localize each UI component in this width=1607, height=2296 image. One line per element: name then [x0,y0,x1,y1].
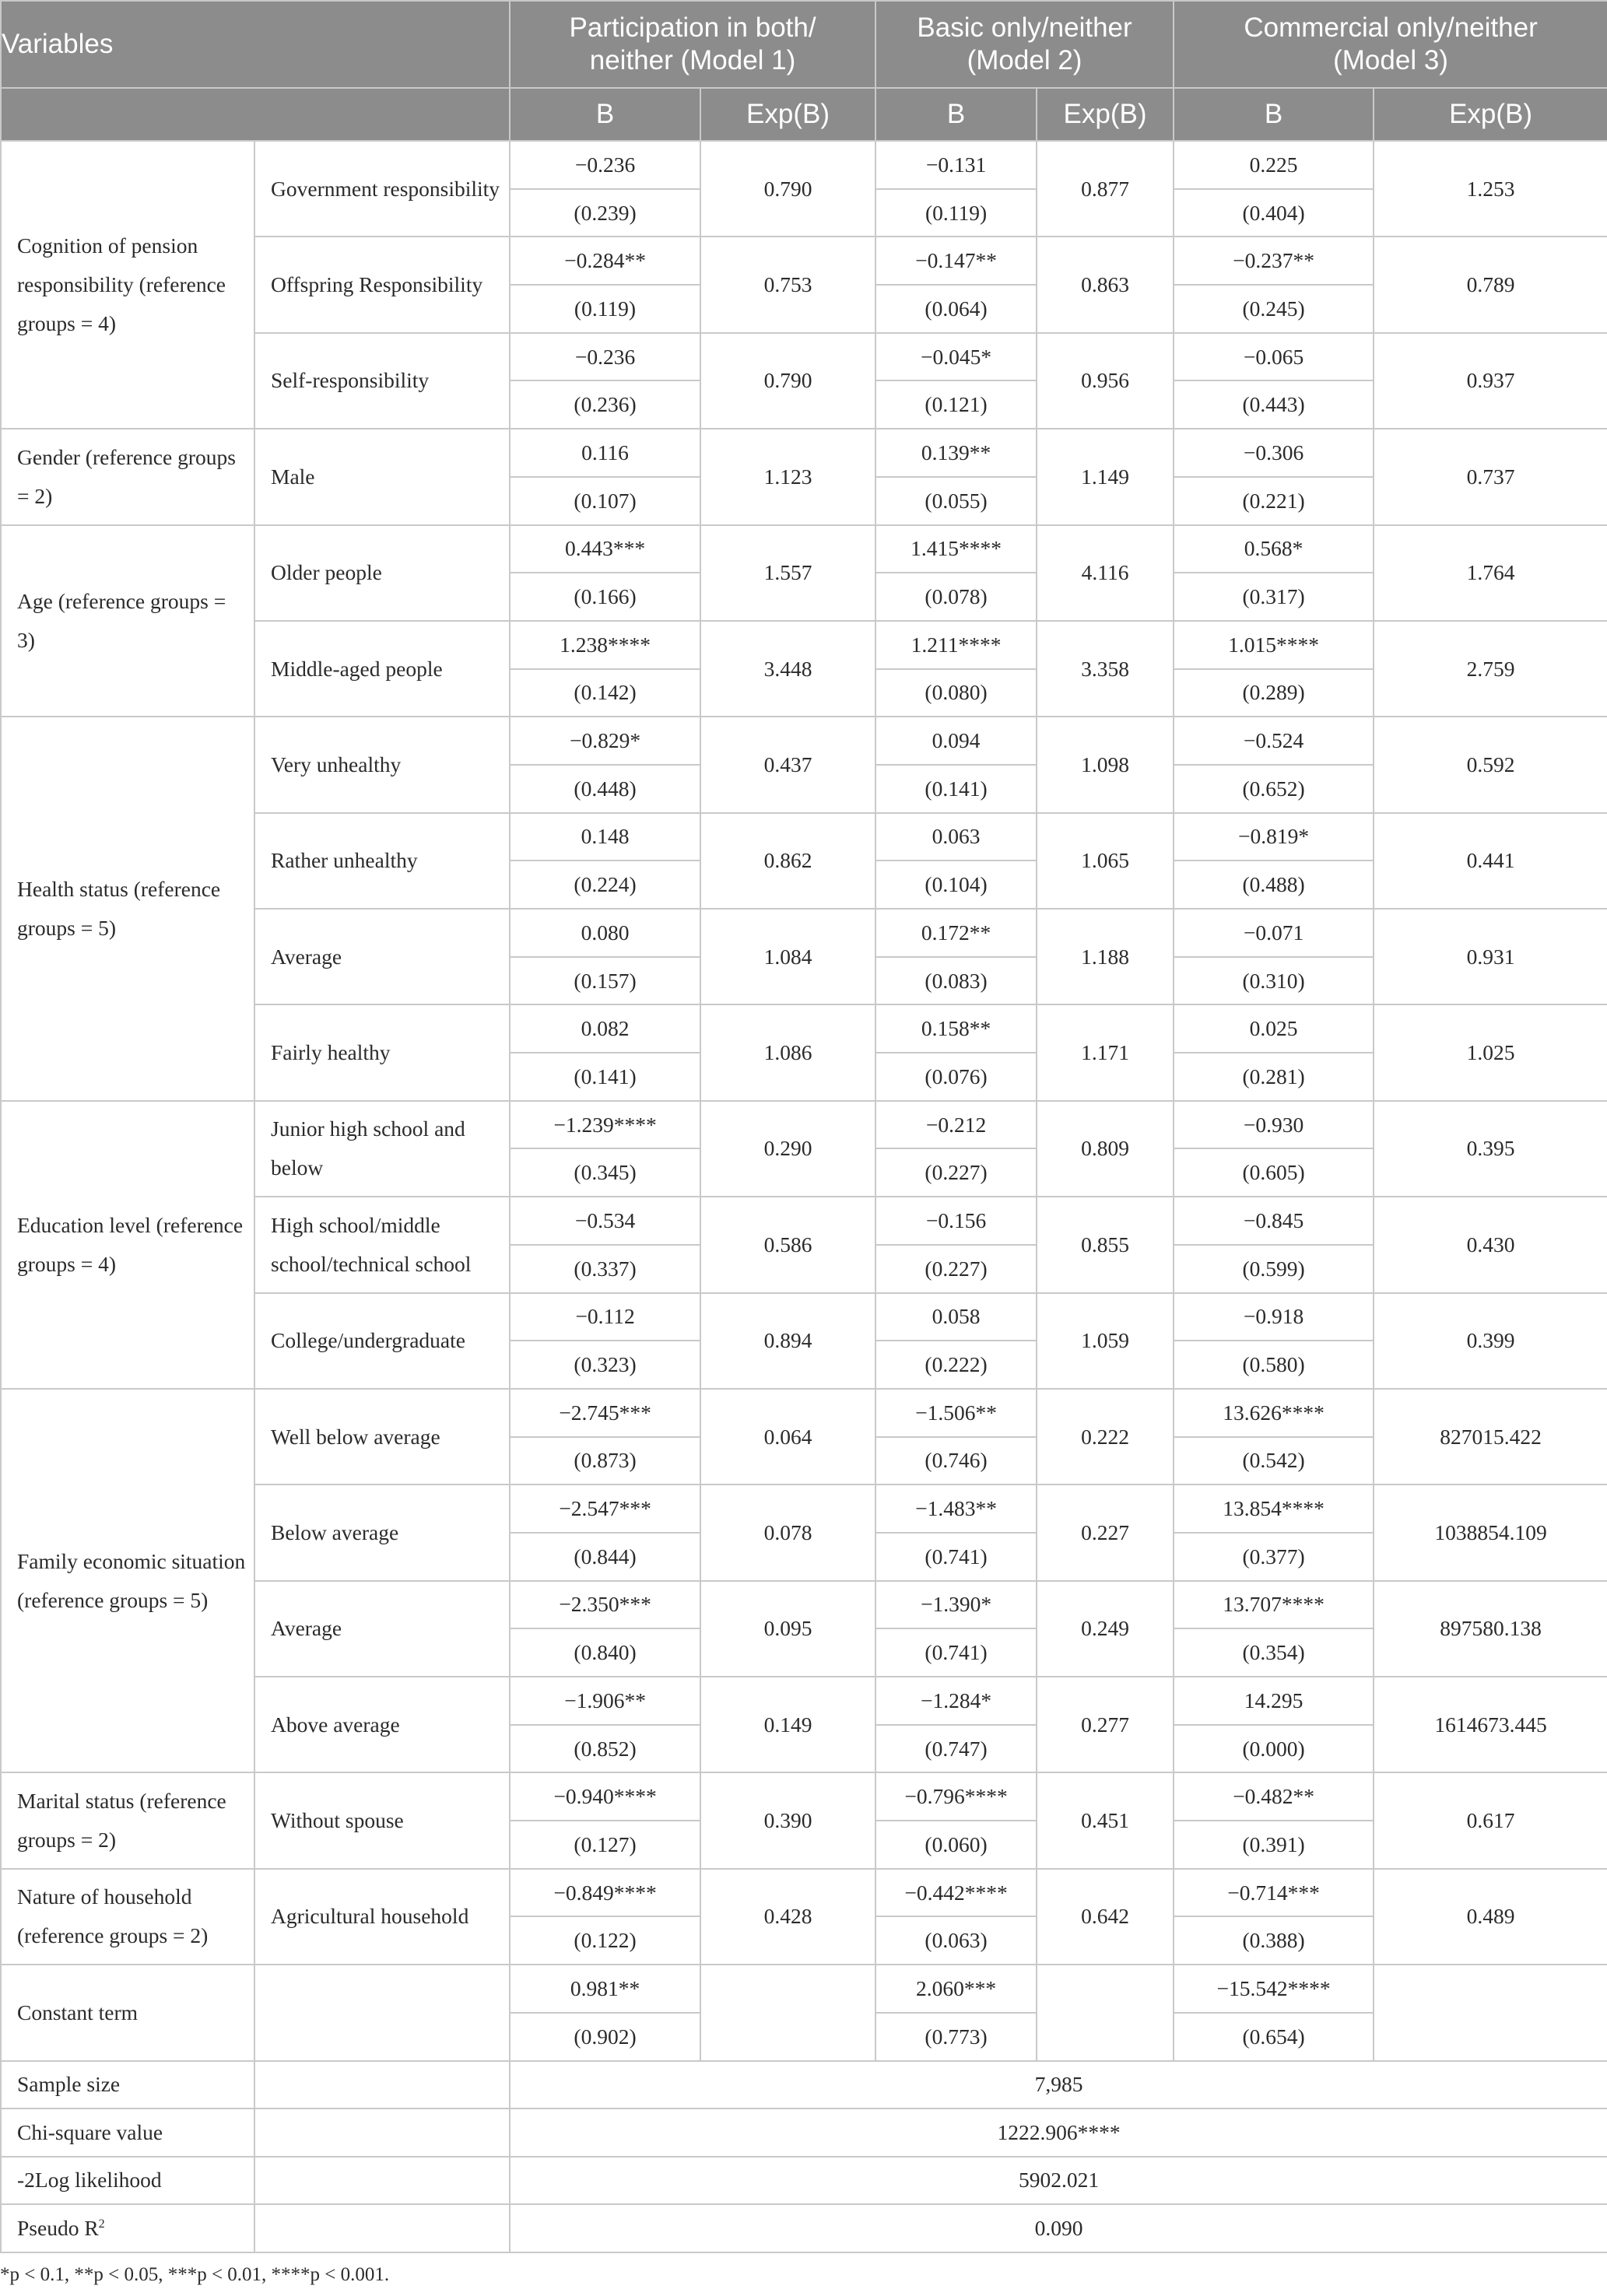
coef-model-2: −1.506** [875,1389,1037,1437]
summary-blank [254,2108,510,2157]
se-model-2: (0.060) [875,1821,1037,1869]
summary-blank [254,2204,510,2252]
coef-model-2: 1.211**** [875,621,1037,669]
se-model-3: (0.654) [1174,2013,1374,2061]
variable-group-label: Family economic situation (reference groups = 5) [1,1389,254,1773]
header-model-1: Participation in both/ neither (Model 1) [510,1,875,88]
se-model-2: (0.121) [875,380,1037,429]
summary-label-sup: 2 [98,2217,105,2231]
expb-model-2: 0.877 [1037,141,1174,237]
summary-row [1,2061,1607,2109]
se-model-2: (0.747) [875,1725,1037,1773]
se-model-2: (0.741) [875,1628,1037,1677]
expb-model-1: 0.095 [700,1581,875,1677]
coef-model-2: −1.483** [875,1485,1037,1533]
expb-model-3: 0.430 [1374,1197,1607,1292]
coef-model-2: −0.147** [875,237,1037,285]
coef-model-1: 0.981** [510,1965,700,2013]
variable-category-label: Middle-aged people [254,621,510,717]
coef-model-3: −0.819* [1174,813,1374,861]
expb-model-3: 0.737 [1374,429,1607,524]
table-row [1,1772,1607,1821]
se-model-3: (0.245) [1174,285,1374,333]
coef-model-1: 0.080 [510,909,700,957]
variable-group-label: Cognition of pension responsibility (reference groups = 4) [1,141,254,429]
header-blank [1,88,510,141]
se-model-3: (0.488) [1174,861,1374,909]
header-b-model-3: B [1174,88,1374,141]
summary-label [1,2061,254,2109]
se-model-1: (0.323) [510,1341,700,1389]
variable-category-label: Rather unhealthy [254,813,510,909]
header-row-stats [1,88,1607,141]
expb-model-3: 1614673.445 [1374,1677,1607,1772]
coef-model-1: −0.236 [510,333,700,381]
summary-row [1,2204,1607,2252]
coef-model-1: −2.745*** [510,1389,700,1437]
table-row [1,1101,1607,1149]
se-model-1: (0.107) [510,477,700,525]
coef-model-3: −0.918 [1174,1293,1374,1341]
coef-model-1: 1.238**** [510,621,700,669]
se-model-3: (0.281) [1174,1053,1374,1101]
expb-model-2: 0.227 [1037,1485,1174,1580]
variable-category-label: High school/middle school/technical school [254,1197,510,1292]
summary-label-text: -2Log likelihood [17,2168,162,2193]
expb-model-1: 0.862 [700,813,875,909]
se-model-1: (0.224) [510,861,700,909]
se-model-2: (0.055) [875,477,1037,525]
se-model-3: (0.599) [1174,1245,1374,1293]
coef-model-3: −0.482** [1174,1772,1374,1821]
se-model-2: (0.064) [875,285,1037,333]
variable-category-label: Government responsibility [254,141,510,237]
coef-model-3: 13.707**** [1174,1581,1374,1629]
coef-model-3: 0.568* [1174,525,1374,573]
coef-model-1: −0.829* [510,717,700,765]
coef-model-1: −0.236 [510,141,700,189]
variable-category-label: Very unhealthy [254,717,510,812]
summary-label-text: Pseudo R [17,2215,99,2240]
summary-row [1,2157,1607,2205]
se-model-1: (0.873) [510,1437,700,1485]
expb-model-2: 0.249 [1037,1581,1174,1677]
coef-model-3: −0.930 [1174,1101,1374,1149]
se-model-1: (0.239) [510,189,700,237]
se-model-3: (0.310) [1174,957,1374,1005]
header-b-model-2: B [875,88,1037,141]
table-row [1,717,1607,765]
se-model-2: (0.227) [875,1148,1037,1197]
coef-model-3: 1.015**** [1174,621,1374,669]
variable-category-label: Older people [254,525,510,621]
expb-model-2: 0.809 [1037,1101,1174,1197]
expb-model-2: 0.642 [1037,1869,1174,1965]
variable-group-label: Gender (reference groups = 2) [1,429,254,524]
coef-model-1: 0.082 [510,1004,700,1053]
variable-group-label: Nature of household (reference groups = 2) [1,1869,254,1965]
variable-category-label: Self-responsibility [254,333,510,429]
expb-model-3: 0.441 [1374,813,1607,909]
se-model-1: (0.142) [510,669,700,717]
coef-model-1: −2.350*** [510,1581,700,1629]
expb-model-1: 3.448 [700,621,875,717]
se-model-2: (0.078) [875,573,1037,621]
se-model-3: (0.542) [1174,1437,1374,1485]
variable-category-label: Above average [254,1677,510,1772]
se-model-1: (0.122) [510,1916,700,1965]
coef-model-1: −1.906** [510,1677,700,1725]
coef-model-1: −0.112 [510,1293,700,1341]
expb-model-2: 1.098 [1037,717,1174,812]
summary-label-text: Chi-square value [17,2119,163,2144]
se-model-2: (0.083) [875,957,1037,1005]
expb-model-3: 0.592 [1374,717,1607,812]
coef-model-3: −0.524 [1174,717,1374,765]
summary-blank [254,2157,510,2205]
expb-model-2: 0.855 [1037,1197,1174,1292]
expb-model-1: 1.123 [700,429,875,524]
expb-model-3: 1.764 [1374,525,1607,621]
expb-model-2: 1.065 [1037,813,1174,909]
summary-value: 1222.906**** [510,2108,1607,2157]
expb-model-1: 1.557 [700,525,875,621]
header-expb-model-1: Exp(B) [700,88,875,141]
expb-model-2: 0.956 [1037,333,1174,429]
variable-category-label: Average [254,1581,510,1677]
expb-model-3: 1.253 [1374,141,1607,237]
header-variables: Variables [1,1,510,88]
coef-model-3: 13.626**** [1174,1389,1374,1437]
variable-category-label: Below average [254,1485,510,1580]
coef-model-2: −0.045* [875,333,1037,381]
se-model-1: (0.127) [510,1821,700,1869]
coef-model-2: −1.390* [875,1581,1037,1629]
summary-value: 7,985 [510,2061,1607,2109]
expb-model-3: 2.759 [1374,621,1607,717]
se-model-3: (0.221) [1174,477,1374,525]
coef-model-3: −0.237** [1174,237,1374,285]
expb-model-3: 1.025 [1374,1004,1607,1100]
coef-model-3: −0.065 [1174,333,1374,381]
coef-model-3: −0.306 [1174,429,1374,477]
variable-category-label: Average [254,909,510,1004]
header-model-2: Basic only/neither (Model 2) [875,1,1174,88]
variable-category-label: Without spouse [254,1772,510,1868]
se-model-3: (0.377) [1174,1533,1374,1581]
variable-category-label: Fairly healthy [254,1004,510,1100]
table-row [1,429,1607,477]
coef-model-1: −2.547*** [510,1485,700,1533]
expb-model-3: 0.489 [1374,1869,1607,1965]
variable-group-label: Education level (reference groups = 4) [1,1101,254,1389]
coef-model-2: −0.442**** [875,1869,1037,1917]
summary-label-text: Sample size [17,2072,121,2097]
coef-model-1: 0.116 [510,429,700,477]
se-model-1: (0.448) [510,765,700,813]
expb-model-3: 0.399 [1374,1293,1607,1389]
se-model-3: (0.443) [1174,380,1374,429]
expb-model-2: 3.358 [1037,621,1174,717]
expb-model-2: 0.277 [1037,1677,1174,1772]
se-model-3: (0.000) [1174,1725,1374,1773]
coef-model-3: −0.714*** [1174,1869,1374,1917]
variable-category-label: Male [254,429,510,524]
expb-model-2: 1.171 [1037,1004,1174,1100]
expb-model-2: 0.451 [1037,1772,1174,1868]
se-model-3: (0.404) [1174,189,1374,237]
header-model-3: Commercial only/neither (Model 3) [1174,1,1607,88]
variable-group-label: Age (reference groups = 3) [1,525,254,717]
coef-model-2: 0.139** [875,429,1037,477]
se-model-2: (0.063) [875,1916,1037,1965]
summary-label [1,2108,254,2157]
variable-category-label: Offspring Responsibility [254,237,510,332]
summary-row [1,2108,1607,2157]
variable-category-label: College/undergraduate [254,1293,510,1389]
variable-group-label: Marital status (reference groups = 2) [1,1772,254,1868]
expb-model-1: 0.790 [700,141,875,237]
coef-model-1: −0.849**** [510,1869,700,1917]
expb-model-3: 0.931 [1374,909,1607,1004]
coef-model-3: 14.295 [1174,1677,1374,1725]
expb-model-2 [1037,1965,1174,2060]
coef-model-2: 0.063 [875,813,1037,861]
expb-model-2: 1.149 [1037,429,1174,524]
coef-model-1: −0.940**** [510,1772,700,1821]
expb-model-1: 1.084 [700,909,875,1004]
se-model-1: (0.345) [510,1148,700,1197]
coef-model-3: −0.071 [1174,909,1374,957]
se-model-2: (0.773) [875,2013,1037,2061]
expb-model-3: 827015.422 [1374,1389,1607,1485]
coef-model-2: −1.284* [875,1677,1037,1725]
se-model-2: (0.746) [875,1437,1037,1485]
summary-value: 5902.021 [510,2157,1607,2205]
coef-model-2: 0.158** [875,1004,1037,1053]
header-b-model-1: B [510,88,700,141]
table-row [1,525,1607,573]
expb-model-3: 0.789 [1374,237,1607,332]
variable-category-label: Junior high school and below [254,1101,510,1197]
se-model-1: (0.902) [510,2013,700,2061]
se-model-1: (0.852) [510,1725,700,1773]
coef-model-3: 0.025 [1174,1004,1374,1053]
se-model-3: (0.388) [1174,1916,1374,1965]
expb-model-3: 897580.138 [1374,1581,1607,1677]
se-model-2: (0.104) [875,861,1037,909]
expb-model-1: 1.086 [700,1004,875,1100]
se-model-3: (0.354) [1174,1628,1374,1677]
variable-category-label: Well below average [254,1389,510,1485]
summary-blank [254,2061,510,2109]
variable-group-label: Constant term [1,1965,254,2060]
se-model-3: (0.652) [1174,765,1374,813]
expb-model-3: 0.395 [1374,1101,1607,1197]
expb-model-2: 0.222 [1037,1389,1174,1485]
se-model-2: (0.080) [875,669,1037,717]
coef-model-2: −0.156 [875,1197,1037,1245]
header-expb-model-3: Exp(B) [1374,88,1607,141]
expb-model-2: 0.863 [1037,237,1174,332]
coef-model-2: 2.060*** [875,1965,1037,2013]
coef-model-1: 0.443*** [510,525,700,573]
se-model-1: (0.337) [510,1245,700,1293]
summary-value: 0.090 [510,2204,1607,2252]
header-row-models [1,1,1607,88]
se-model-1: (0.840) [510,1628,700,1677]
se-model-3: (0.391) [1174,1821,1374,1869]
expb-model-1: 0.586 [700,1197,875,1292]
table-row [1,1869,1607,1917]
expb-model-1: 0.437 [700,717,875,812]
se-model-3: (0.317) [1174,573,1374,621]
se-model-1: (0.236) [510,380,700,429]
coef-model-2: −0.131 [875,141,1037,189]
coef-model-2: −0.212 [875,1101,1037,1149]
coef-model-1: −1.239**** [510,1101,700,1149]
coef-model-3: −0.845 [1174,1197,1374,1245]
expb-model-1: 0.290 [700,1101,875,1197]
se-model-2: (0.141) [875,765,1037,813]
coef-model-1: 0.148 [510,813,700,861]
coef-model-2: −0.796**** [875,1772,1037,1821]
expb-model-1: 0.064 [700,1389,875,1485]
coef-model-3: 0.225 [1174,141,1374,189]
expb-model-1: 0.078 [700,1485,875,1580]
se-model-2: (0.076) [875,1053,1037,1101]
coef-model-3: 13.854**** [1174,1485,1374,1533]
se-model-1: (0.119) [510,285,700,333]
se-model-3: (0.580) [1174,1341,1374,1389]
footnote: *p < 0.1, **p < 0.05, ***p < 0.01, ****p < 0.001. [0,2264,390,2285]
se-model-1: (0.844) [510,1533,700,1581]
table-row [1,141,1607,189]
expb-model-1: 0.428 [700,1869,875,1965]
coef-model-2: 0.094 [875,717,1037,765]
variable-category-label: Agricultural household [254,1869,510,1965]
expb-model-3: 1038854.109 [1374,1485,1607,1580]
expb-model-1: 0.790 [700,333,875,429]
expb-model-1: 0.894 [700,1293,875,1389]
header-expb-model-2: Exp(B) [1037,88,1174,141]
summary-label [1,2204,254,2252]
expb-model-1: 0.390 [700,1772,875,1868]
se-model-2: (0.119) [875,189,1037,237]
se-model-3: (0.605) [1174,1148,1374,1197]
expb-model-2: 1.059 [1037,1293,1174,1389]
se-model-1: (0.166) [510,573,700,621]
variable-group-label: Health status (reference groups = 5) [1,717,254,1101]
expb-model-1: 0.753 [700,237,875,332]
se-model-2: (0.741) [875,1533,1037,1581]
expb-model-3: 0.617 [1374,1772,1607,1868]
se-model-2: (0.222) [875,1341,1037,1389]
expb-model-1: 0.149 [700,1677,875,1772]
expb-model-1 [700,1965,875,2060]
table-row [1,1965,1607,2013]
coef-model-2: 0.172** [875,909,1037,957]
expb-model-3 [1374,1965,1607,2060]
expb-model-2: 4.116 [1037,525,1174,621]
variable-category-label [254,1965,510,2060]
expb-model-3: 0.937 [1374,333,1607,429]
coef-model-2: 0.058 [875,1293,1037,1341]
se-model-2: (0.227) [875,1245,1037,1293]
se-model-1: (0.141) [510,1053,700,1101]
coef-model-2: 1.415**** [875,525,1037,573]
coef-model-1: −0.284** [510,237,700,285]
se-model-3: (0.289) [1174,669,1374,717]
summary-label [1,2157,254,2205]
se-model-1: (0.157) [510,957,700,1005]
coef-model-1: −0.534 [510,1197,700,1245]
expb-model-2: 1.188 [1037,909,1174,1004]
coef-model-3: −15.542**** [1174,1965,1374,2013]
table-row [1,1389,1607,1437]
